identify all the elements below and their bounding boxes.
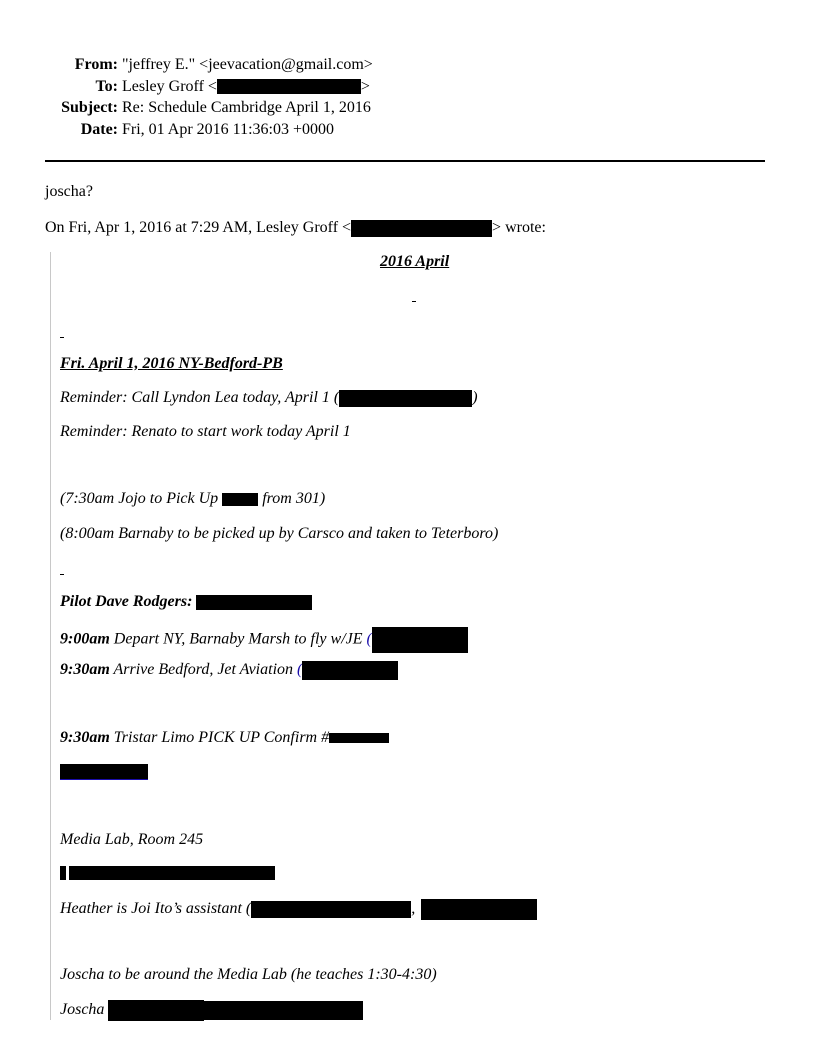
quote-intro-prefix: On Fri, Apr 1, 2016 at 7:29 AM, Lesley Groff <: [45, 219, 352, 236]
subject-label: Subject:: [61, 99, 118, 116]
redaction-block: [351, 220, 492, 237]
date-row: [20, 119, 373, 141]
joscha-around-line: Joscha to be around the Media Lab (he teaches 1:30-4:30): [60, 966, 437, 983]
to-row: [20, 76, 373, 98]
media-lab-line: Media Lab, Room 245: [60, 831, 204, 848]
reminder1-suffix: ): [472, 389, 478, 406]
reminder1-prefix: Reminder: Call Lyndon Lea today, April 1 (: [60, 389, 340, 406]
barnaby-line: (8:00am Barnaby to be picked up by Carsco and taken to Teterboro): [60, 525, 499, 542]
limo-time: 9:30am: [60, 729, 110, 746]
redaction-block: [302, 661, 398, 680]
month-heading: 2016 April: [380, 253, 450, 270]
depart-time: 9:00am: [60, 630, 110, 648]
redaction-block: [196, 595, 312, 610]
to-prefix: Lesley Groff <: [122, 77, 217, 95]
depart-text: Depart NY, Barnaby Marsh to fly w/JE: [109, 630, 367, 648]
quote-intro: [45, 219, 546, 237]
pickup-line: [60, 490, 325, 508]
limo-redaction-line: [60, 763, 148, 781]
pickup-prefix: (7:30am Jojo to Pick Up: [60, 490, 223, 507]
date-label: Date:: [80, 120, 118, 138]
from-value: "jeffrey E." <jeevacation@gmail.com>: [122, 56, 373, 73]
redaction-block: [421, 899, 537, 920]
subject-row: [20, 97, 373, 119]
limo-text: Tristar Limo PICK UP Confirm #: [109, 729, 330, 746]
depart-line: [60, 627, 468, 653]
redaction-block: [372, 627, 468, 653]
to-suffix: >: [360, 77, 370, 95]
depart-paren: (: [366, 630, 372, 648]
spacer-mark: [60, 337, 64, 338]
redaction-block: [60, 866, 66, 880]
to-label: To:: [95, 77, 118, 95]
arrive-line: [60, 661, 398, 680]
from-label: From:: [74, 56, 118, 73]
heather-line: [60, 899, 537, 920]
arrive-time: 9:30am: [60, 661, 110, 679]
from-row: [20, 54, 373, 76]
date-value: Fri, 01 Apr 2016 11:36:03 +0000: [122, 120, 334, 138]
redaction-block: [217, 79, 361, 94]
to-value: [122, 76, 373, 98]
redaction-block: [69, 866, 275, 880]
spacer-mark: [412, 301, 416, 302]
redaction-block: [108, 1000, 204, 1021]
pickup-suffix: from 301): [258, 490, 326, 507]
email-header: [20, 54, 373, 140]
redaction-block: [204, 1001, 363, 1020]
reply-text: joscha?: [45, 183, 93, 200]
limo-line: [60, 729, 389, 747]
quote-bar: [50, 252, 51, 1020]
quote-intro-suffix: > wrote:: [492, 219, 546, 236]
redaction-block: [251, 901, 411, 918]
pilot-label: Pilot Dave Rodgers:: [60, 593, 197, 610]
day-heading: Fri. April 1, 2016 NY-Bedford-PB: [60, 355, 283, 372]
header-divider: [45, 160, 765, 162]
subject-value: Re: Schedule Cambridge April 1, 2016: [122, 99, 371, 116]
redaction-block: [60, 764, 148, 780]
pilot-line: [60, 593, 312, 611]
address-redaction-line: [60, 864, 275, 882]
reminder-renato: Reminder: Renato to start work today April 1: [60, 423, 351, 440]
joscha-line: [60, 1000, 363, 1021]
arrive-paren: (: [297, 661, 303, 679]
heather-comma: ,: [411, 900, 416, 918]
redaction-block: [222, 493, 258, 506]
redaction-block: [329, 733, 389, 743]
reminder-lyndon: [60, 389, 478, 407]
joscha-label: Joscha: [60, 1001, 105, 1019]
heather-prefix: Heather is Joi Ito’s assistant (: [60, 900, 252, 918]
arrive-text: Arrive Bedford, Jet Aviation: [109, 661, 298, 679]
redaction-block: [339, 390, 472, 407]
spacer-mark: [60, 574, 64, 575]
